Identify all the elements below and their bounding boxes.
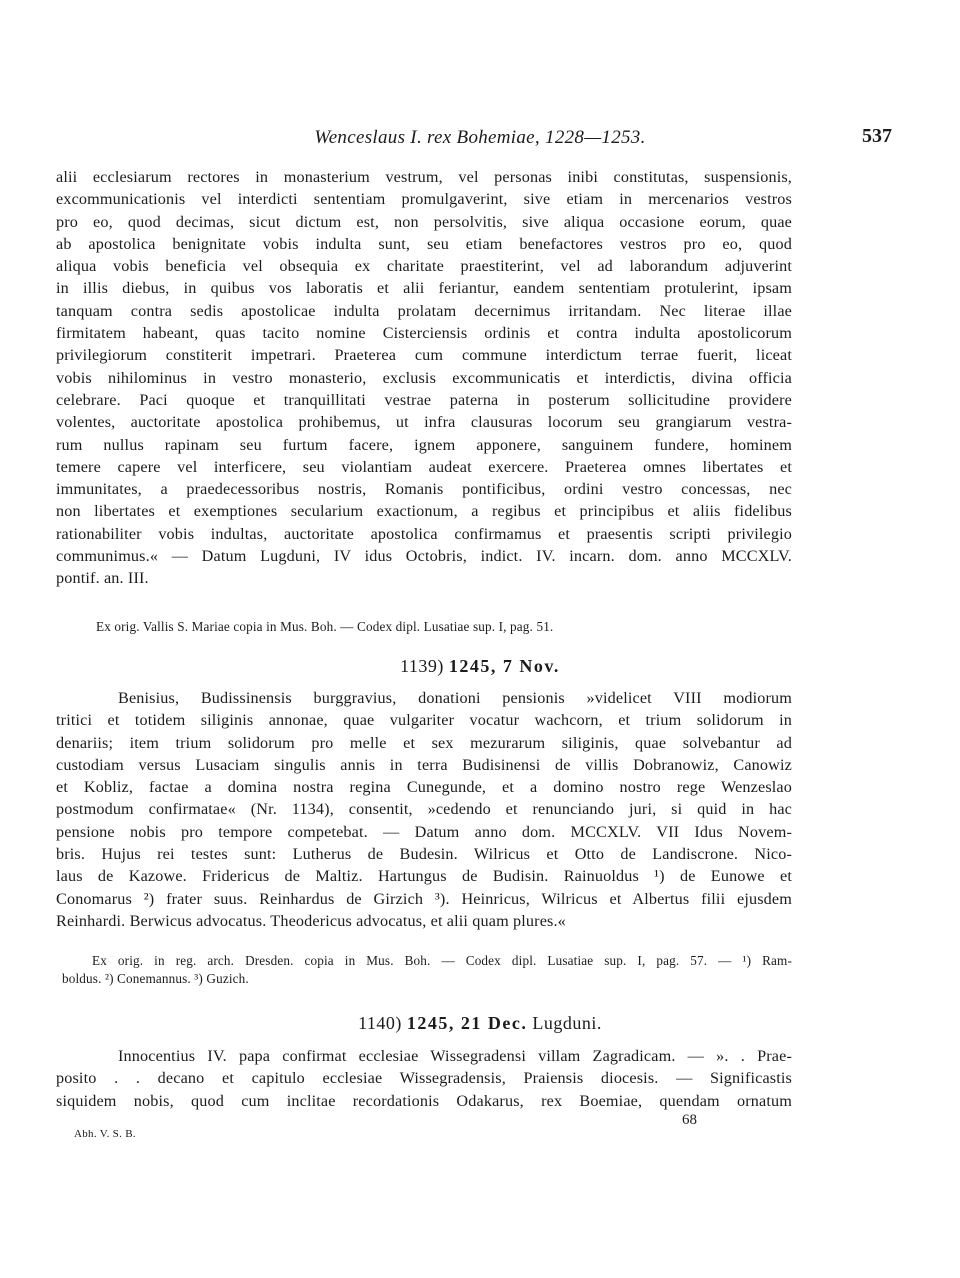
text-line: denariis; item trium solidorum pro melle et sex mezurarum siliginis, quae solvebantur ad — [56, 733, 792, 752]
note-line: Ex orig. in reg. arch. Dresden. copia in Mus. Boh. — Codex dipl. Lusatiae sup. I, pag. 57. — ¹) Ram- — [92, 953, 792, 968]
text-line: celebrare. Paci quoque et tranquillitati vestrae paterna in posterum sollicitudine providere — [56, 390, 792, 409]
text-line: immunitates, a praedecessoribus nostris, Romanis pontificibus, ordini vestro concessas, nec — [56, 480, 792, 499]
entry-place: Lugduni. — [532, 1013, 602, 1033]
text-line: tanquam contra sedis apostolicae indulta prolatam decernimus irritandam. Nec literae illae — [56, 301, 792, 320]
main-text — [56, 166, 792, 590]
text-line: custodiam versus Lusaciam singulis annis in terra Budisinensi de villis Dobranowiz, Canowiz — [56, 755, 792, 774]
text-line: alii ecclesiarum rectores in monasterium vestrum, vel personas inibi constitutas, suspensionis, — [56, 168, 792, 186]
text-line: postmodum confirmatae« (Nr. 1134), consentit, »cedendo et renunciando juri, si quid in hac — [56, 800, 792, 819]
running-title: Wenceslaus I. rex Bohemiae, 1228—1253. — [314, 127, 646, 148]
text-line: rum nullus rapinam seu furtum facere, ignem apponere, sanguinem fundere, hominem — [56, 435, 792, 454]
text-line: pontif. an. III. — [56, 569, 149, 588]
text-line: excommunicationis vel interdicti sententiam promulgaverint, sive etiam in mercenarios vestros — [56, 190, 792, 209]
text-line: vobis nihilominus in vestro monasterio, exclusis excommunicatis et interdictis, divina officia — [56, 368, 792, 387]
text-line: volentes, auctoritate apostolica prohibemus, ut infra clausuras locorum seu grangiarum vestra- — [56, 413, 792, 432]
text-line: aliqua vobis beneficia vel obsequia ex charitate praestiterint, vel ad laborandum adjuverint — [56, 257, 792, 276]
text-line: pensione nobis pro tempore competebat. — Datum anno dom. MCCXLV. VII Idus Novem- — [56, 822, 792, 841]
entry-heading-1139 — [0, 656, 960, 677]
note-line: Ex orig. Vallis S. Mariae copia in Mus. Boh. — Codex dipl. Lusatiae sup. I, pag. 51. — [96, 619, 554, 634]
text-line: laus de Kazowe. Fridericus de Maltiz. Hartungus de Budisin. Rainuoldus ¹) de Eunowe et — [56, 867, 792, 886]
running-head — [40, 127, 920, 155]
text-line: pro eo, quod decimas, sicut dictum est, non persolvitis, sive aliqua occasione eorum, quae — [56, 212, 792, 231]
text-line: in illis diebus, in quibus vos laboratis et alii feriantur, eandem sententiam protulerint, ipsam — [56, 279, 792, 298]
text-line: bris. Hujus rei testes sunt: Lutherus de Budesin. Wilricus et Otto de Landiscrone. Nico- — [56, 845, 792, 864]
entry-1139-text — [56, 687, 792, 932]
text-line: Conomarus ²) frater suus. Reinhardus de Girzich ³). Heinricus, Wilricus et Albertus filii ejusdem — [56, 889, 792, 908]
entry-date: 1245, 21 Dec. — [406, 1013, 528, 1033]
text-line: Reinhardi. Berwicus advocatus. Theodericus advocatus, et alii quam plures.« — [56, 911, 566, 930]
text-line: posito . . decano et capitulo ecclesiae Wissegradensis, Praiensis diocesis. — Significastis — [56, 1069, 792, 1088]
text-line: ab apostolica benignitate vobis indulta sunt, seu etiam benefactores vestros pro eo, quod — [56, 234, 792, 253]
text-line: firmitatem habeant, quas tacito nomine Cisterciensis ordinis et contra indulta apostolicorum — [56, 324, 792, 343]
text-line: non libertates et exemptiones secularium exactionum, a regibus et principibus et aliis fidelibus — [56, 502, 792, 521]
text-line: rationabiliter vobis indultas, auctoritate apostolica confirmamus et praesentis scripti privilegio — [56, 524, 792, 543]
text-line: siquidem nobis, quod cum inclitae recordationis Odakarus, rex Boemiae, quendam ornatum — [56, 1091, 792, 1110]
entry-1140-text — [56, 1045, 792, 1112]
text-line: Benisius, Budissinensis burggravius, donationi pensionis »videlicet VIII modiorum — [118, 689, 792, 707]
text-line: Innocentius IV. papa confirmat ecclesiae Wissegradensi villam Zagradicam. — ». . Prae- — [118, 1047, 792, 1065]
page-number: 537 — [862, 125, 892, 147]
entry-1139-note — [62, 952, 792, 988]
entry-number: 1139) — [400, 656, 444, 676]
text-line: privilegiorum constiterit impetrari. Praeterea cum commune interdictum terrae fuerit, liceat — [56, 346, 792, 365]
entry-date: 1245, 7 Nov. — [448, 656, 560, 676]
text-line: temere capere vel interficere, seu violantiam audeat exercere. Praeterea omnes libertates et — [56, 457, 792, 476]
source-note — [96, 618, 776, 636]
text-line: tritici et totidem siliginis annonae, quae vulgariter vocatur wachcorn, et trium solidorum in — [56, 711, 792, 730]
note-line: boldus. ²) Conemannus. ³) Guzich. — [62, 971, 249, 986]
entry-number: 1140) — [358, 1013, 402, 1033]
text-line: communimus.« — Datum Lugduni, IV idus Octobris, indict. IV. incarn. dom. anno MCCXLV. — [56, 547, 792, 566]
text-line: et Kobliz, factae a domina nostra regina Cunegunde, et a domino nostro rege Wenzeslao — [56, 778, 792, 797]
printer-signature: Abh. V. S. B. — [74, 1128, 136, 1140]
entry-heading-1140 — [0, 1013, 960, 1034]
sheet-number: 68 — [682, 1112, 697, 1128]
